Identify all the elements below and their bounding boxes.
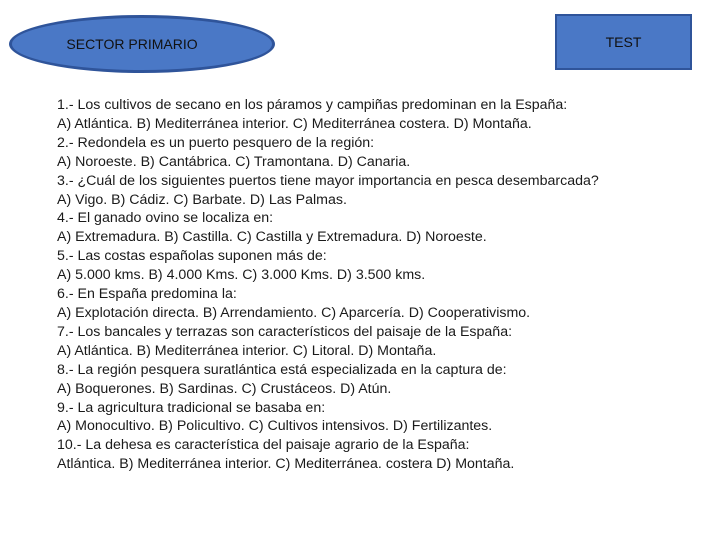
answers-2: A) Noroeste. B) Cantábrica. C) Tramontana. D) Canaria. [57,153,411,170]
answers-6: A) Explotación directa. B) Arrendamiento. C) Aparcería. D) Cooperativismo. [57,304,531,321]
sector-primario-title: SECTOR PRIMARIO [66,36,198,52]
answers-4: A) Extremadura. B) Castilla. C) Castilla y Extremadura. D) Noroeste. [57,229,487,246]
answers-9: A) Monocultivo. B) Policultivo. C) Cultivos intensivos. D) Fertilizantes. [57,418,493,435]
question-3: 3.- ¿Cuál de los siguientes puertos tiene mayor importancia en pesca desembarcada? [57,172,599,189]
question-2: 2.- Redondela es un puerto pesquero de la región: [57,134,375,151]
question-10: 10.- La dehesa es característica del paisaje agrario de la España: [57,437,470,454]
question-4: 4.- El ganado ovino se localiza en: [57,210,274,227]
test-title: TEST [605,34,642,50]
question-8: 8.- La región pesquera suratlántica está especializada en la captura de: [57,361,507,378]
answers-7: A) Atlántica. B) Mediterránea interior. C) Litoral. D) Montaña. [57,342,437,359]
question-6: 6.- En España predomina la: [57,286,237,303]
question-1: 1.- Los cultivos de secano en los páramos y campiñas predominan en la España: [57,97,568,113]
answers-3: A) Vigo. B) Cádiz. C) Barbate. D) Las Palmas. [57,191,347,208]
answers-5: A) 5.000 kms. B) 4.000 Kms. C) 3.000 Kms. D) 3.500 kms. [57,267,426,284]
answers-10: Atlántica. B) Mediterránea interior. C) Mediterránea. costera D) Montaña. [57,456,515,473]
sector-primario-oval [9,15,275,73]
answers-8: A) Boquerones. B) Sardinas. C) Crustáceos. D) Atún. [57,380,392,397]
question-7: 7.- Los bancales y terrazas son característicos del paisaje de la España: [57,323,513,340]
test-box [555,14,692,70]
answers-1: A) Atlántica. B) Mediterránea interior. C) Mediterránea costera. D) Montaña. [57,115,532,132]
question-9: 9.- La agricultura tradicional se basaba en: [57,399,326,416]
question-5: 5.- Las costas españolas suponen más de: [57,248,327,265]
question-list [57,96,707,474]
